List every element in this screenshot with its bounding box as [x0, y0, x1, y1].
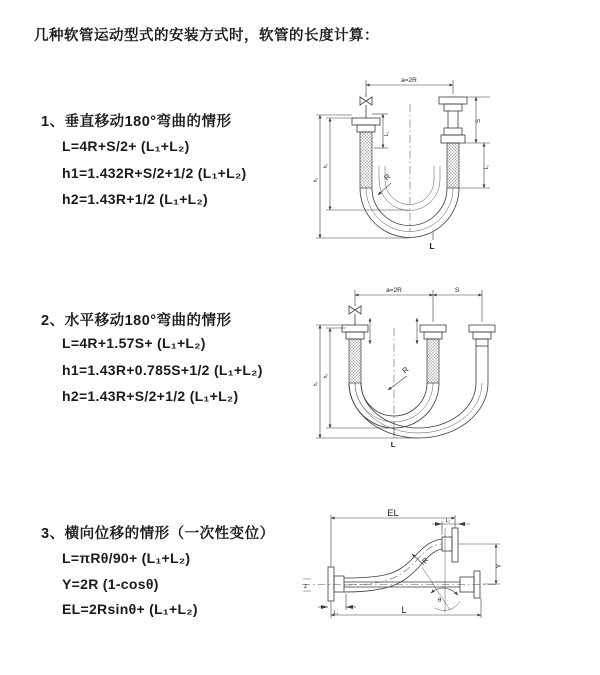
radius-label: R: [400, 364, 411, 376]
dim-l1-label: L₁: [333, 610, 339, 616]
z-mark: [303, 579, 311, 591]
braided-hose-section: [447, 143, 459, 188]
left-flange: [328, 567, 344, 601]
radius-label: R: [421, 556, 431, 566]
dim-a2r-label: a=2R: [401, 77, 417, 84]
s-curve-hose: [344, 528, 458, 592]
section3-formula-EL: EL=2Rsinθ+ (L₁+L₂): [62, 601, 198, 617]
valve-icon: [360, 94, 372, 118]
diagram-horizontal-180-bend: [310, 278, 600, 463]
dim-l2: [432, 521, 470, 535]
radius-label: R: [382, 171, 393, 183]
middle-pipe-fitting: [420, 325, 446, 383]
dim-l1: [318, 594, 356, 610]
dim-a2r-label: a=2R: [386, 287, 402, 294]
dim-el-label: EL: [387, 508, 399, 519]
dim-l1-left-label: L₁: [384, 131, 390, 137]
dim-y-label: Y: [496, 563, 503, 569]
fitting-dims: [370, 318, 417, 344]
dim-l1-right-label: L₁: [484, 164, 490, 170]
dim-s-label: S: [454, 287, 460, 294]
section1-formula-h2: h2=1.43R+1/2 (L₁+L₂): [62, 191, 209, 207]
section2-heading: 2、水平移动180°弯曲的情形: [41, 313, 232, 329]
left-pipe-fitting: [342, 325, 368, 383]
dim-y: [458, 544, 500, 584]
radius-arrow: [388, 376, 407, 390]
dim-s: [459, 97, 490, 188]
page-title: 几种软管运动型式的安装方式时，软管的长度计算：: [34, 28, 379, 44]
section3-heading: 3、横向位移的情形（一次性变位）: [41, 526, 275, 542]
section1-formula-h1: h1=1.432R+S/2+1/2 (L₁+L₂): [62, 165, 247, 181]
right-pipe-fitting: [469, 325, 495, 383]
dim-h2-label: h₂: [323, 163, 329, 169]
section1-formula-L: L=4R+S/2+ (L₁+L₂): [62, 138, 190, 154]
section3-formula-L: L=πRθ/90+ (L₁+L₂): [62, 550, 191, 566]
dim-l-label: L: [401, 605, 407, 615]
z-mark-label: z: [304, 584, 307, 590]
dim-s-label: S: [476, 118, 482, 124]
diagram-vertical-180-bend: [310, 68, 590, 258]
length-label: L: [429, 241, 435, 251]
section3-formula-Y: Y=2R (1-cosθ): [62, 576, 159, 592]
dim-h1-label: h₁: [313, 177, 319, 183]
dim-h1-label: h₁: [313, 381, 319, 387]
right-pipe-fitting: [439, 97, 467, 188]
dim-l2-label: L₂: [445, 518, 451, 524]
diagram-lateral-displacement: [300, 503, 600, 648]
braided-hose-section: [360, 132, 372, 188]
dim-h2-label: h₂: [323, 373, 329, 379]
section2-formula-h2: h2=1.43R+S/2+1/2 (L₁+L₂): [62, 388, 239, 404]
angle-theta-label: θ: [438, 598, 442, 604]
section2-formula-L: L=4R+1.57S+ (L₁+L₂): [62, 335, 206, 351]
hose-u-bend: [360, 166, 459, 238]
hose-u-bend-positions: [349, 383, 488, 438]
left-pipe-fitting: [352, 118, 380, 188]
dim-a2r: [355, 290, 482, 322]
length-label: L: [390, 440, 396, 449]
braided-hose-section: [349, 339, 361, 383]
valve-icon: [349, 304, 361, 325]
braided-hose-section: [427, 339, 439, 383]
section1-heading: 1、垂直移动180°弯曲的情形: [41, 114, 232, 130]
section2-formula-h1: h1=1.43R+0.785S+1/2 (L₁+L₂): [62, 362, 263, 378]
